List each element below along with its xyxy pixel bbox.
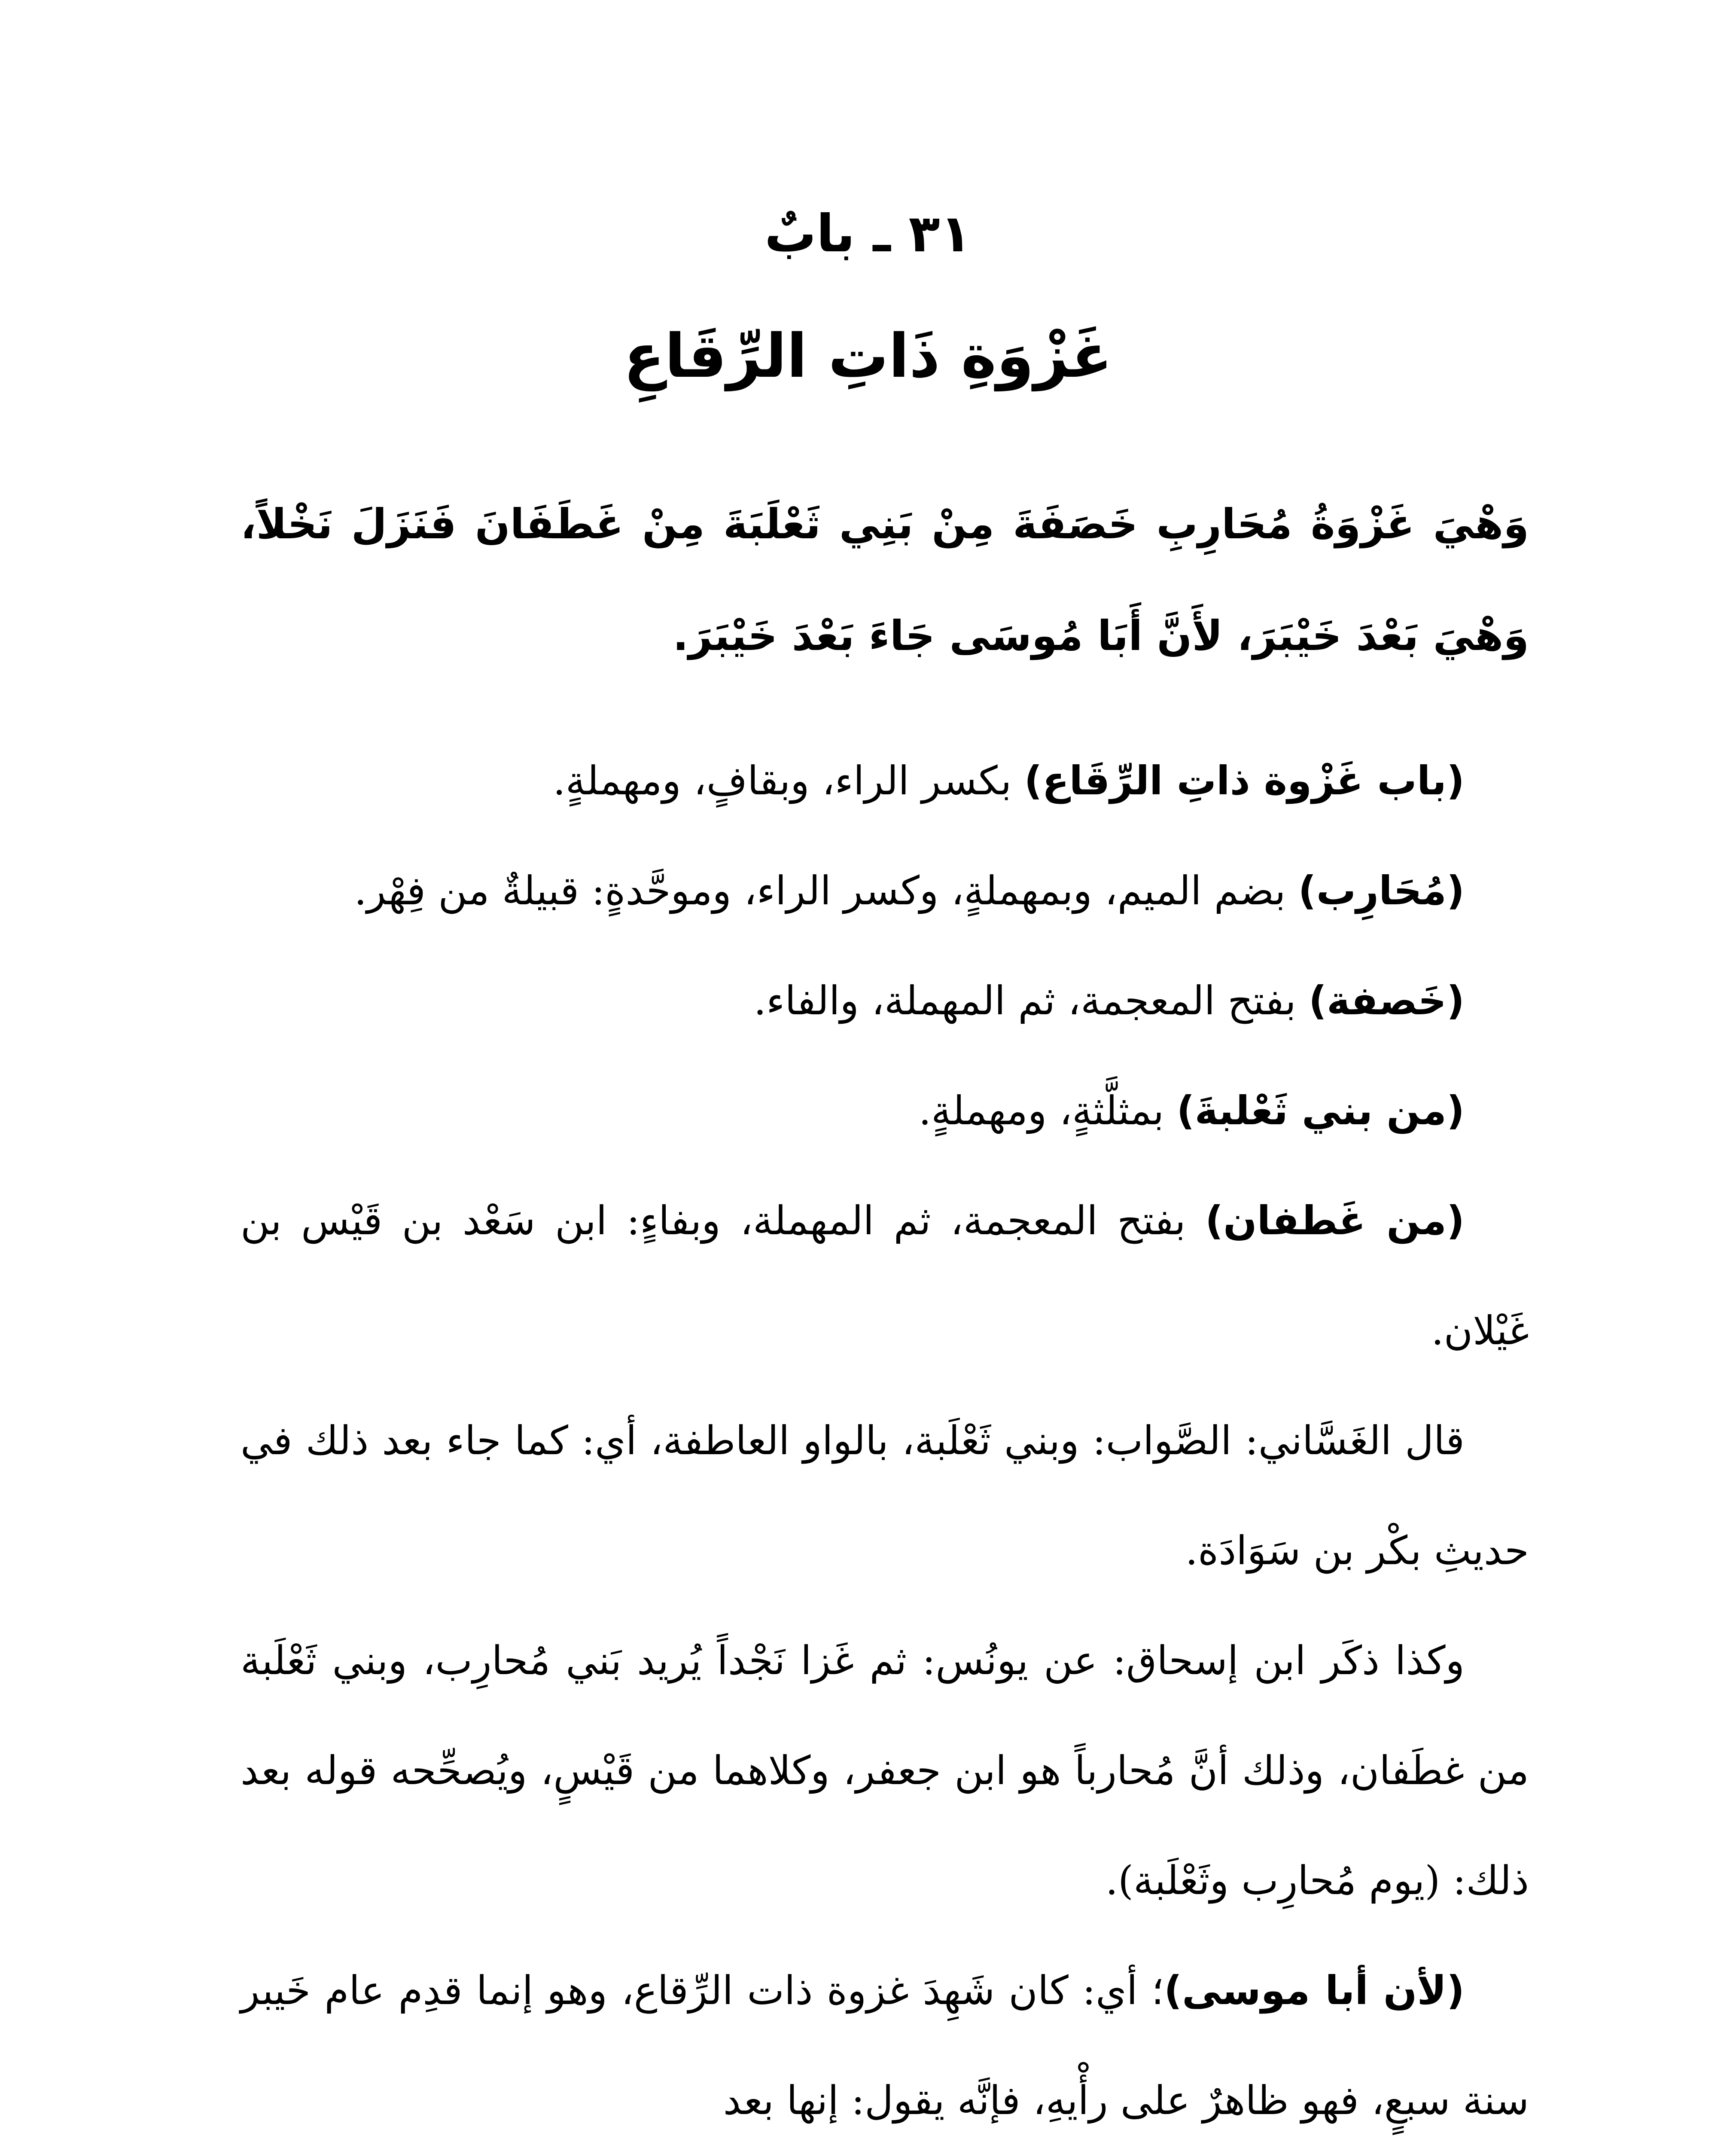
- commentary-text: وكذا ذكَر ابن إسحاق: عن يونُس: ثم غَزا نَجْداً يُريد بَني مُحارِب، وبني ثَعْلَبة من غطَفان، وذلك أنَّ مُحارباً هو ابن جعفر، وكلاهما من قَيْسٍ، ويُصحِّحه قوله بعد ذلك: (يوم مُحارِب وثَعْلَبة).: [241, 1638, 1529, 1904]
- commentary-paragraph: [241, 1056, 1529, 1166]
- commentary-text: بفتح المعجمة، ثم المهملة، والفاء.: [753, 978, 1309, 1024]
- commentary-paragraph: [241, 1936, 1529, 2148]
- commentary-lead: (باب غَزْوة ذاتِ الرِّقَاع): [1024, 758, 1465, 804]
- commentary-paragraph: [241, 726, 1529, 836]
- commentary-text: بمثلَّثةٍ، ومهملةٍ.: [918, 1088, 1177, 1134]
- commentary-paragraph: [241, 836, 1529, 946]
- commentary-paragraph: [241, 1166, 1529, 1386]
- commentary-text: ؛ أي: كان شَهِدَ غزوة ذات الرِّقاع، وهو إنما قدِم عام خَيبر سنة سبعٍ، فهو ظاهرٌ على رأْيهِ، فإنَّه يقول: إنها بعد: [241, 1968, 1529, 2124]
- commentary-lead: (خَصفة): [1308, 978, 1465, 1024]
- commentary-text: بفتح المعجمة، ثم المهملة، وبفاءٍ: ابن سَعْد بن قَيْس بن غَيْلان.: [241, 1198, 1529, 1354]
- chapter-title: غَزْوَةِ ذَاتِ الرِّقَاعِ: [624, 321, 1112, 391]
- chapter-number: ٣١ ـ بابٌ: [764, 204, 972, 264]
- commentary-text: بكسر الراء، وبقافٍ، ومهملةٍ.: [553, 758, 1024, 804]
- commentary-paragraph: [241, 1606, 1529, 1936]
- commentary-paragraph: [241, 946, 1529, 1056]
- commentary-text: قال الغَسَّاني: الصَّواب: وبني ثَعْلَبة، بالواو العاطفة، أي: كما جاء بعد ذلك في حديثِ بكْر بن سَوَادَة.: [241, 1418, 1529, 1574]
- commentary: [241, 726, 1529, 2148]
- commentary-lead: (من بني ثَعْلبةَ): [1176, 1088, 1465, 1134]
- hadith-text: وَهْيَ غَزْوَةُ مُحَارِبِ خَصَفَةَ مِنْ بَنِي ثَعْلَبَةَ مِنْ غَطَفَانَ فَنَزَلَ نَخْلاً، وَهْيَ بَعْدَ خَيْبَرَ، لأَنَّ أَبَا مُوسَى جَاءَ بَعْدَ خَيْبَرَ.: [241, 500, 1529, 660]
- commentary-paragraph: [241, 1386, 1529, 1606]
- commentary-lead: (لأن أبا موسى): [1164, 1968, 1465, 2014]
- commentary-lead: (مُحَارِب): [1298, 868, 1465, 914]
- commentary-lead: (من غَطفان): [1205, 1198, 1465, 1244]
- commentary-text: بضم الميم، وبمهملةٍ، وكسر الراء، وموحَّدةٍ: قبيلةٌ من فِهْر.: [354, 868, 1298, 914]
